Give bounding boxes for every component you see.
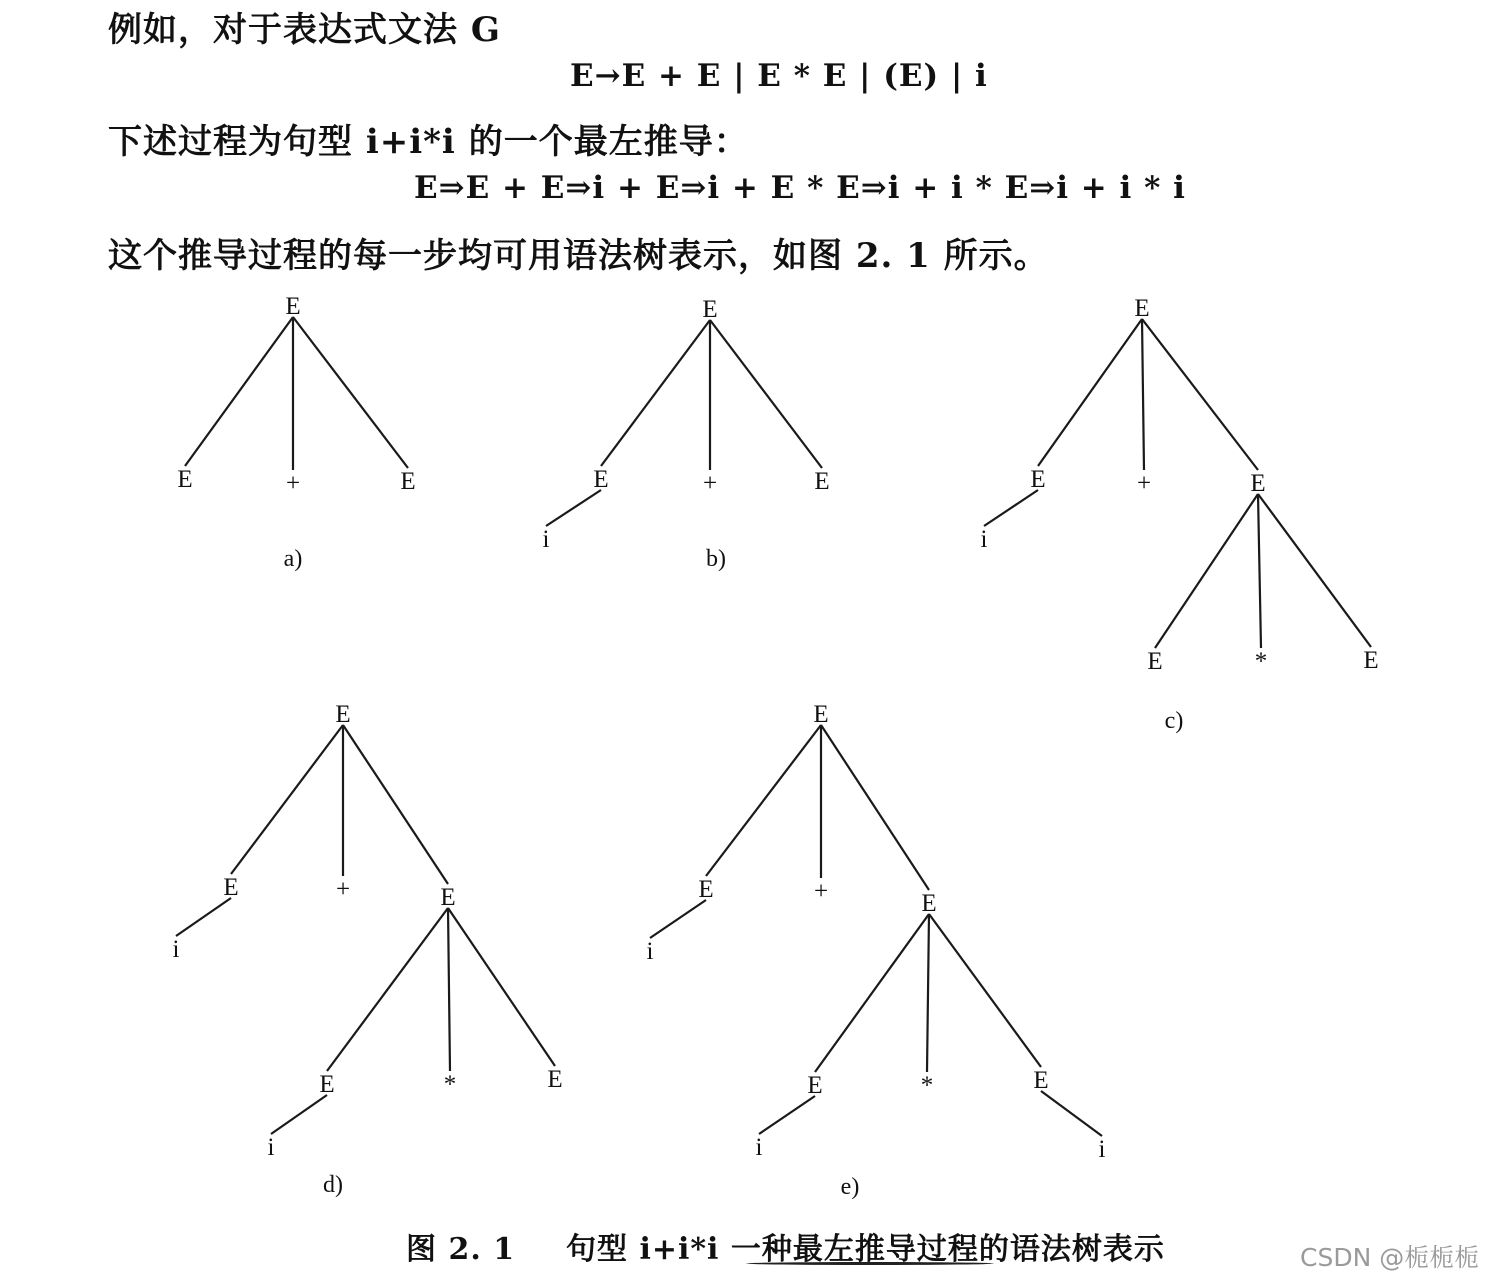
leftmost-derivation: E⇒E + E⇒i + E⇒i + E * E⇒i + i * E⇒i + i * i [414,170,1186,206]
tree-edge [1258,494,1371,647]
tree-b [543,296,830,572]
tree-node: E [547,1066,563,1093]
tree-node: E [1147,648,1163,675]
tree-a [177,293,415,572]
tree-edge [448,908,555,1066]
tree-node: E [1134,295,1150,322]
tree-edge [1041,1091,1102,1136]
tree-node: i [646,938,654,965]
figure-caption-text: 句型 i+i*i 一种最左推导过程的语法树表示 [566,1232,1165,1267]
tree-edge [650,900,706,938]
watermark: CSDN @栀栀栀 [1300,1243,1480,1272]
tree-edge [448,908,450,1071]
subfigure-label: a) [283,546,303,572]
tree-edge [231,725,343,874]
subfigure-label: d) [323,1172,343,1198]
subfigure-label: b) [706,546,726,572]
tree-node: i [1098,1136,1106,1163]
tree-node: E [1033,1067,1049,1094]
tree-node: E [921,890,937,917]
tree-node: * [920,1072,934,1099]
tree-node: E [814,468,830,495]
tree-node: E [177,466,193,493]
tree-edge [984,490,1038,526]
tree-node: E [1030,466,1046,493]
tree-edge [176,898,231,936]
tree-d [173,701,563,1198]
tree-edge [821,725,929,890]
tree-edge [601,320,710,466]
tree-node: E [698,876,714,903]
figure-caption-label: 图 2. 1 [406,1232,516,1267]
tree-edge [327,908,448,1071]
tree-node: E [702,296,718,323]
tree-node: E [335,701,351,728]
tree-node: E [593,466,609,493]
subfigure-label: c) [1164,708,1184,734]
figure-caption [406,1224,1165,1268]
tree-node: E [1250,470,1266,497]
tree-edge [710,320,822,468]
tree-node: E [1363,647,1379,674]
tree-node: E [319,1071,335,1098]
tree-node: E [223,874,239,901]
tree-node: + [813,878,829,905]
tree-edge [1155,494,1258,648]
tree-edge [546,490,601,526]
tree-edge [706,725,821,876]
tree-node: E [400,468,416,495]
tree-node: + [1136,470,1152,497]
tree-node: i [542,526,550,553]
tree-edge [759,1096,815,1134]
tree-node: E [285,293,301,320]
tree-edge [1142,319,1144,470]
tree-edge [1142,319,1258,470]
tree-node: + [702,470,718,497]
tree-edge [185,317,293,466]
tree-edge [927,914,929,1072]
tree-node: i [980,526,988,553]
tree-node: * [443,1071,457,1098]
tree-edge [929,914,1041,1067]
tree-edge [1258,494,1261,648]
tree-node: E [813,701,829,728]
tree-intro: 这个推导过程的每一步均可用语法树表示，如图 2. 1 所示。 [108,236,1049,276]
tree-node: + [335,876,351,903]
tree-c [981,295,1379,734]
tree-edge [271,1095,327,1134]
tree-node: * [1254,648,1268,675]
tree-node: E [440,884,456,911]
tree-node: E [807,1072,823,1099]
tree-node: + [285,470,301,497]
tree-edge [343,725,448,884]
tree-edge [815,914,929,1072]
tree-node: i [755,1134,763,1161]
tree-edge [293,317,408,468]
grammar-rule: E→E + E | E * E | (E) | i [570,58,988,94]
derivation-intro: 下述过程为句型 i+i*i 的一个最左推导： [108,122,749,162]
tree-node: i [267,1134,275,1161]
subfigure-label: e) [840,1174,860,1200]
tree-edge [1038,319,1142,466]
tree-e [647,701,1106,1200]
intro-line: 例如，对于表达式文法 G [108,10,501,50]
tree-node: i [172,936,180,963]
caption-handwritten-underline [746,1262,994,1265]
